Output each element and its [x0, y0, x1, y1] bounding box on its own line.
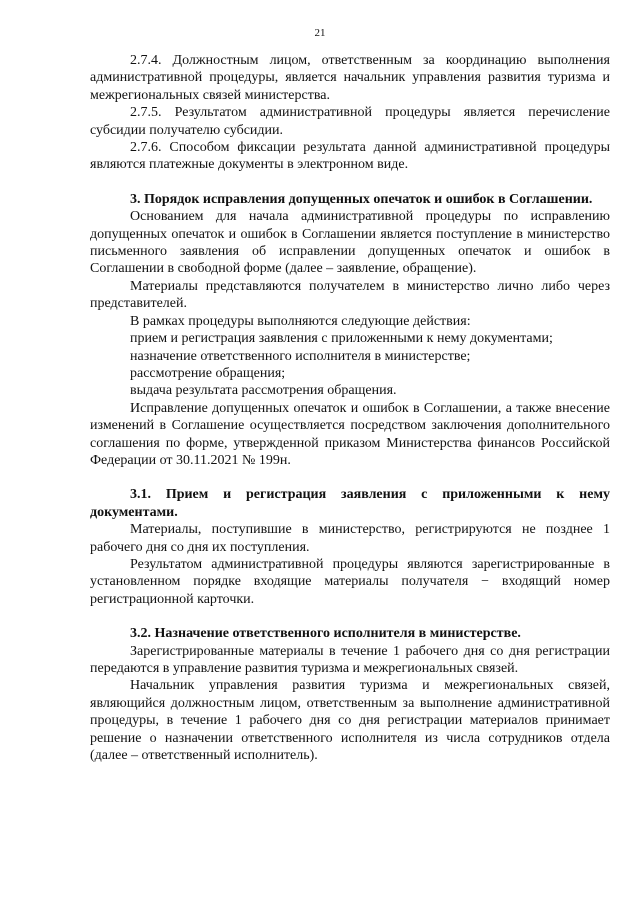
section-3-paragraph: Основанием для начала административной процедуры по исправлению допущенных опечаток и ошибок в Соглашении является поступление в министерство письменного заявления об исправлении допущенных опечаток и ошибок в Соглашении в свободной форме (далее – заявление, обращение). [90, 209, 610, 277]
section-3-2-paragraph: Начальник управления развития туризма и межрегиональных связей, являющийся должностным лицом, ответственным за выполнение административной процедуры, в течение 1 рабочего дня со дня регистрации материалов принимает решение о назначении ответственного исполнителя из числа сотрудников отдела (далее – ответственный исполнитель). [90, 678, 610, 764]
section-3-2-heading: 3.2. Назначение ответственного исполнителя в министерстве. [130, 626, 521, 642]
paragraph-2-7-6: 2.7.6. Способом фиксации результата данной административной процедуры являются платежные документы в электронном виде. [90, 140, 610, 173]
section-3-paragraph: Исправление допущенных опечаток и ошибок в Соглашении, а также внесение изменений в Соглашение осуществляется посредством заключения дополнительного соглашения по форме, утвержденной приказом Министерства финансов Российской Федерации от 30.11.2021 № 199н. [90, 400, 610, 468]
section-3-list-item: рассмотрение обращения; [130, 365, 286, 381]
section-3-1-paragraph: Результатом административной процедуры являются зарегистрированные в установленном порядке входящие материалы получателя − входящий номер регистрационной карточки. [90, 556, 610, 607]
section-3-list-item: назначение ответственного исполнителя в министерстве; [130, 348, 471, 364]
section-3-list-item: прием и регистрация заявления с приложенными к нему документами; [130, 331, 553, 347]
section-3-paragraph: В рамках процедуры выполняются следующие действия: [130, 313, 471, 329]
section-3-2-paragraph: Зарегистрированные материалы в течение 1 рабочего дня со дня регистрации передаются в управление развития туризма и межрегиональных связей. [90, 643, 610, 676]
section-3-1-heading: 3.1. Прием и регистрация заявления с приложенными к нему документами. [90, 487, 610, 520]
paragraph-2-7-5: 2.7.5. Результатом административной процедуры является перечисление субсидии получателю субсидии. [90, 105, 610, 138]
page-number: 21 [314, 27, 326, 39]
section-3-list-item: выдача результата рассмотрения обращения. [130, 383, 397, 399]
section-3-heading: 3. Порядок исправления допущенных опечаток и ошибок в Соглашении. [130, 191, 593, 207]
page-content [90, 52, 610, 764]
section-3-1-paragraph: Материалы, поступившие в министерство, регистрируются не позднее 1 рабочего дня со дня их поступления. [90, 522, 610, 555]
paragraph-2-7-4: 2.7.4. Должностным лицом, ответственным за координацию выполнения административной процедуры, является начальник управления развития туризма и межрегиональных связей министерства. [90, 53, 610, 103]
section-3-paragraph: Материалы представляются получателем в министерство лично либо через представителей. [90, 278, 610, 312]
